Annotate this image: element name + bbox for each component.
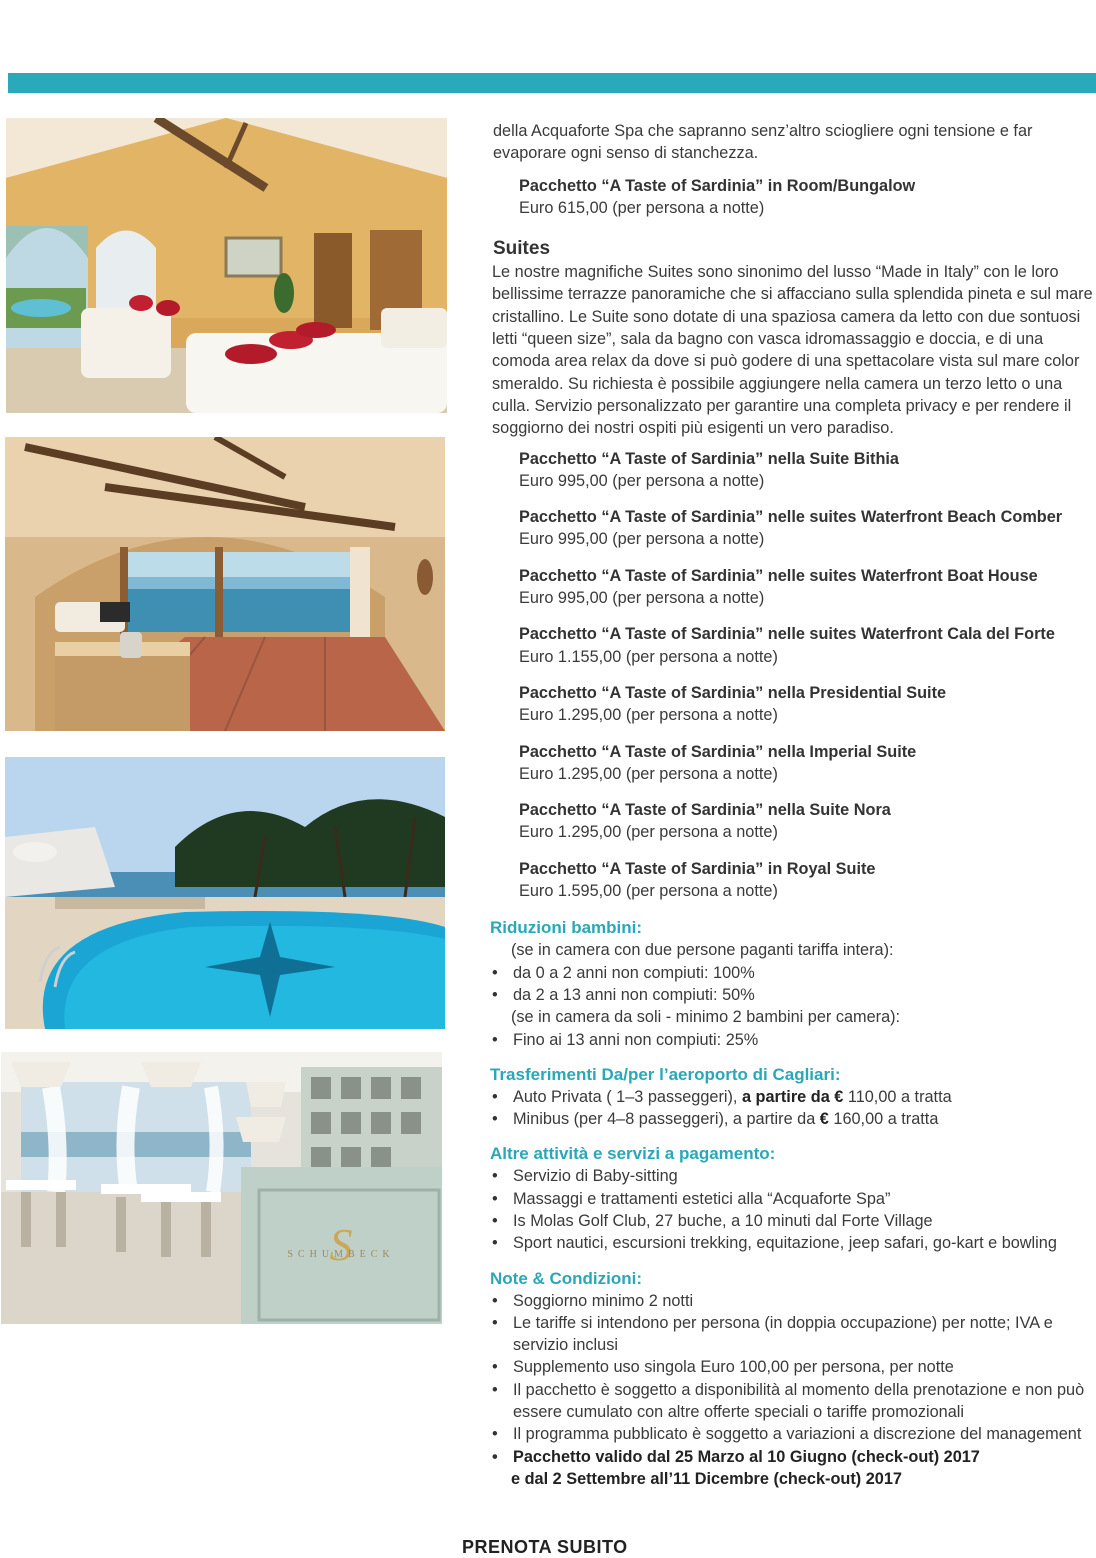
package-price: Euro 995,00 (per persona a notte) — [519, 589, 765, 608]
package-suite-nora — [519, 799, 1094, 844]
package-title: Pacchetto “A Taste of Sardinia” nelle suites Waterfront Beach Comber — [519, 508, 1063, 527]
transfers-heading: Trasferimenti Da/per l’aeroporto di Cagliari: — [490, 1064, 841, 1084]
package-price: Euro 1.595,00 (per persona a notte) — [519, 882, 778, 901]
children-note: (se in camera da soli - minimo 2 bambini per camera): — [511, 1008, 901, 1027]
package-title: Pacchetto “A Taste of Sardinia” nelle suites Waterfront Cala del Forte — [519, 625, 1055, 644]
list-item: • Supplemento uso singola Euro 100,00 per persona, per notte — [490, 1356, 1094, 1378]
header-color-bar — [8, 73, 1096, 93]
validity-item — [490, 1446, 1094, 1491]
children-list — [490, 962, 1094, 1007]
restaurant-sign-text: SCHUMBECK — [287, 1249, 395, 1260]
svg-text:S: S — [329, 1219, 353, 1270]
activities-list — [490, 1165, 1094, 1254]
package-title: Pacchetto “A Taste of Sardinia” nelle suites Waterfront Boat House — [519, 566, 1038, 585]
photo-bedroom — [6, 118, 447, 413]
package-price: Euro 995,00 (per persona a notte) — [519, 530, 765, 549]
validity-line-1: Pacchetto valido dal 25 Marzo al 10 Giugno (check-out) 2017 — [513, 1447, 980, 1466]
children-list-2 — [490, 1029, 1094, 1051]
package-title: Pacchetto “A Taste of Sardinia” in Room/Bungalow — [519, 176, 916, 195]
package-suite-bithia — [519, 448, 1094, 493]
package-title: Pacchetto “A Taste of Sardinia” nella Suite Nora — [519, 801, 891, 820]
photo-restaurant — [1, 1052, 442, 1324]
intro-text: della Acquaforte Spa che sapranno senz’altro sciogliere ogni tensione e far evaporare ogni senso di stanchezza. — [493, 122, 1033, 163]
package-price: Euro 615,00 (per persona a notte) — [519, 198, 765, 217]
list-item: • Servizio di Baby-sitting — [490, 1165, 1094, 1187]
content-column — [490, 120, 1094, 1490]
list-item: • da 0 a 2 anni non compiuti: 100% — [490, 962, 1094, 984]
package-royal-suite — [519, 858, 1094, 903]
suites-description: Le nostre magnifiche Suites sono sinonimo del lusso “Made in Italy” con le loro bellissime terrazze panoramiche che si affacciano sulla splendida pineta e sul mare cristallino. Le Suite sono dotate di una spaziosa camera da letto con due sontuosi letti “queen size”, sala da bagno con vasca idromassaggio e doccia, e di una comoda area relax da dove si può godere di una spettacolare vista sul mare color smeraldo. Su richiesta è possibile aggiungere nella camera un terzo letto o una culla. Servizio personalizzato per garantire una completa privacy e per rendere il soggiorno dei nostri ospiti più esigenti un vero paradiso. — [492, 263, 1093, 438]
package-cala-del-forte — [519, 623, 1094, 668]
package-title: Pacchetto “A Taste of Sardinia” nella Suite Bithia — [519, 449, 899, 468]
list-item: • Is Molas Golf Club, 27 buche, a 10 minuti dal Forte Village — [490, 1210, 1094, 1232]
list-item: • Il programma pubblicato è soggetto a variazioni a discrezione del management — [490, 1423, 1094, 1445]
package-price: Euro 995,00 (per persona a notte) — [519, 471, 765, 490]
list-item: • da 2 a 13 anni non compiuti: 50% — [490, 984, 1094, 1006]
book-now-heading: PRENOTA SUBITO — [462, 1537, 628, 1557]
activities-heading: Altre attività e servizi a pagamento: — [490, 1144, 776, 1164]
notes-list — [490, 1290, 1094, 1491]
list-item: • Sport nautici, escursioni trekking, equitazione, jeep safari, go-kart e bowling — [490, 1232, 1094, 1254]
package-price: Euro 1.295,00 (per persona a notte) — [519, 823, 778, 842]
list-item: • Le tariffe si intendono per persona (in doppia occupazione) per notte; IVA e servizio inclusi — [490, 1312, 1094, 1357]
children-note: (se in camera con due persone paganti tariffa intera): — [511, 941, 894, 960]
list-item: • Auto Privata ( 1–3 passeggeri), a partire da € 110,00 a tratta — [490, 1086, 1094, 1108]
list-item: • Soggiorno minimo 2 notti — [490, 1290, 1094, 1312]
suites-heading: Suites — [493, 238, 551, 260]
package-beach-comber — [519, 506, 1094, 551]
package-price: Euro 1.295,00 (per persona a notte) — [519, 764, 778, 783]
list-item: • Minibus (per 4–8 passeggeri), a partire da € 160,00 a tratta — [490, 1108, 1094, 1130]
package-title: Pacchetto “A Taste of Sardinia” nella Presidential Suite — [519, 683, 947, 702]
children-heading: Riduzioni bambini: — [490, 918, 643, 938]
package-boat-house — [519, 565, 1094, 610]
package-imperial — [519, 741, 1094, 786]
photo-suite-living-room — [5, 437, 445, 731]
transfers-list — [490, 1086, 1094, 1131]
photo-pool — [5, 757, 445, 1029]
list-item: • Il pacchetto è soggetto a disponibilità al momento della prenotazione e non può essere cumulato con altre offerte speciali o tariffe promozionali — [490, 1379, 1094, 1424]
notes-heading: Note & Condizioni: — [490, 1268, 643, 1288]
list-item: • Fino ai 13 anni non compiuti: 25% — [490, 1029, 1094, 1051]
validity-line-2: e dal 2 Settembre all’11 Dicembre (check-out) 2017 — [511, 1469, 902, 1488]
package-room — [519, 175, 1094, 220]
package-price: Euro 1.155,00 (per persona a notte) — [519, 647, 778, 666]
package-presidential — [519, 682, 1094, 727]
package-price: Euro 1.295,00 (per persona a notte) — [519, 706, 778, 725]
suite-packages — [490, 448, 1094, 903]
list-item: • Massaggi e trattamenti estetici alla “Acquaforte Spa” — [490, 1188, 1094, 1210]
package-title: Pacchetto “A Taste of Sardinia” in Royal Suite — [519, 859, 876, 878]
package-title: Pacchetto “A Taste of Sardinia” nella Imperial Suite — [519, 742, 917, 761]
